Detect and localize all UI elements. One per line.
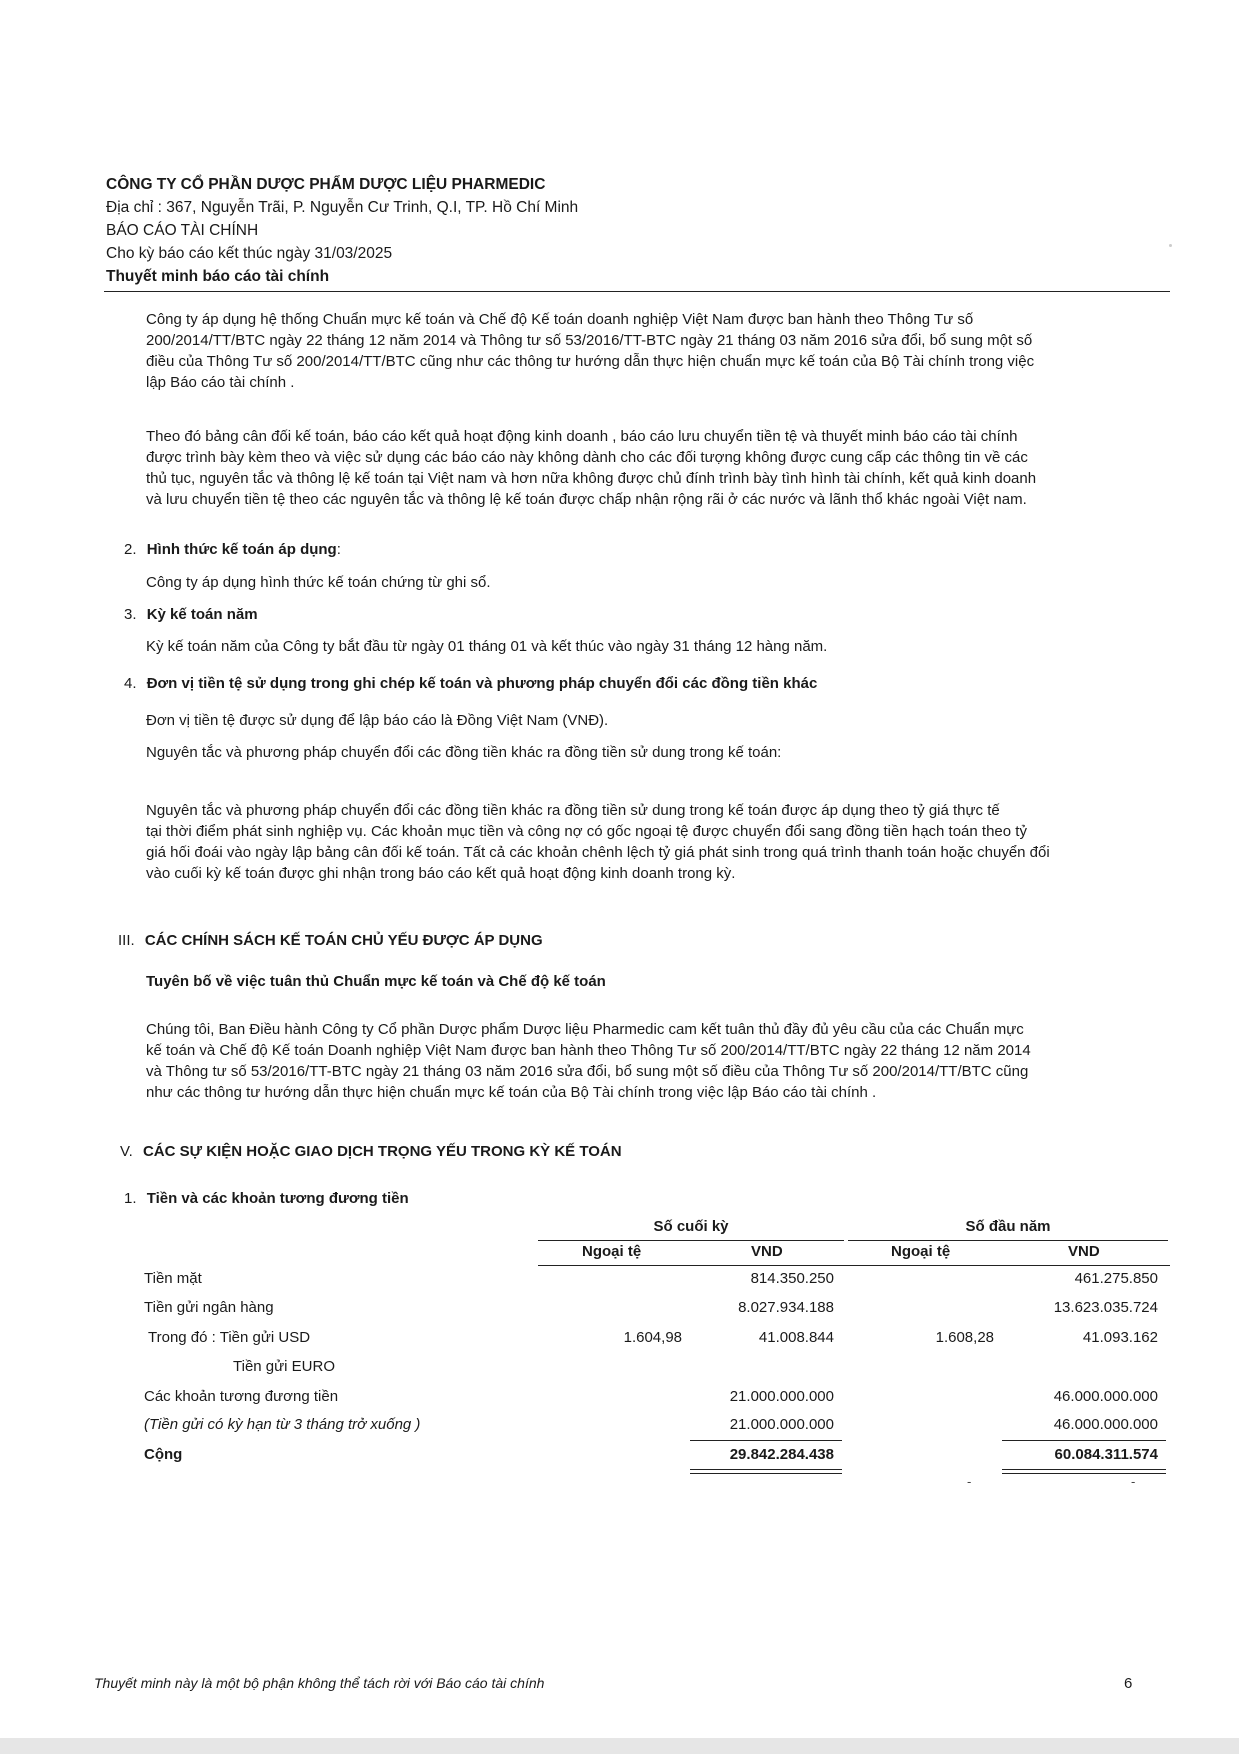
table-row-label: Tiền gửi ngân hàng xyxy=(144,1299,274,1316)
report-title: BÁO CÁO TÀI CHÍNH xyxy=(106,222,259,239)
table-cell-fx-start: 1.608,28 xyxy=(935,1329,994,1346)
item-title: Kỳ kế toán năm xyxy=(146,606,258,623)
table-total-vnd-end: 29.842.284.438 xyxy=(729,1446,834,1463)
table-row-label: Tiền mặt xyxy=(144,1270,202,1287)
section-number: III. xyxy=(118,932,135,949)
scan-speck xyxy=(1169,244,1172,247)
table-col-foreign-currency: Ngoại tệ xyxy=(582,1243,642,1260)
text-line: như các thông tư hướng dẫn thực hiện chuẩn mực kế toán của Bộ Tài chính trong việc lập Báo cáo tài chính . xyxy=(146,1084,877,1101)
subtotal-rule xyxy=(690,1440,842,1441)
text-line: Theo đó bảng cân đối kế toán, báo cáo kết quả hoạt động kinh doanh , báo cáo lưu chuyển tiền tệ và thuyết minh báo cáo tài chính xyxy=(146,428,1018,445)
dash-mark: - xyxy=(1131,1474,1136,1489)
text-line: giá hối đoái vào ngày lập bảng cân đối kế toán. Tất cả các khoản chênh lệch tỷ giá phát sinh trong quá trình thanh toán hoặc chuyển đổi xyxy=(146,844,1050,861)
total-double-rule xyxy=(690,1469,842,1470)
text-line: Công ty áp dụng hệ thống Chuẩn mực kế toán và Chế độ Kế toán doanh nghiệp Việt Nam được ban hành theo Thông Tư số xyxy=(146,311,974,328)
item-number: 2. xyxy=(124,541,137,558)
report-period: Cho kỳ báo cáo kết thúc ngày 31/03/2025 xyxy=(106,245,393,262)
text-line: tại thời điểm phát sinh nghiệp vụ. Các khoản mục tiền và công nợ có gốc ngoại tệ được chuyển đổi sang đồng tiền hạch toán theo tỷ xyxy=(146,823,1027,840)
fx-paragraph xyxy=(146,800,1171,884)
item-number: 3. xyxy=(124,606,137,623)
section-3-subtitle: Tuyên bố về việc tuân thủ Chuẩn mực kế toán và Chế độ kế toán xyxy=(146,973,606,990)
table-cell-vnd-end: 8.027.934.188 xyxy=(738,1299,834,1316)
table-header-rule xyxy=(538,1265,1170,1266)
item-4-body: Đơn vị tiền tệ được sử dụng để lập báo cáo là Đồng Việt Nam (VNĐ). xyxy=(146,712,609,729)
table-row-label: Tiền gửi EURO xyxy=(233,1358,336,1375)
total-double-rule xyxy=(1002,1473,1166,1474)
text-line: điều của Thông Tư số 200/2014/TT/BTC cũng như các thông tư hướng dẫn thực hiện chuẩn mực kế toán của Bộ Tài chính trong việc xyxy=(146,353,1035,370)
table-col-foreign-currency: Ngoại tệ xyxy=(891,1243,951,1260)
compliance-paragraph xyxy=(146,1019,1171,1103)
total-double-rule xyxy=(1002,1469,1166,1470)
footer-note: Thuyết minh này là một bộ phận không thể tách rời với Báo cáo tài chính xyxy=(94,1675,545,1691)
company-name: CÔNG TY CỔ PHẦN DƯỢC PHẨM DƯỢC LIỆU PHARMEDIC xyxy=(106,176,546,193)
text-line: 200/2014/TT/BTC ngày 22 tháng 12 năm 2014 và Thông tư số 53/2016/TT-BTC ngày 21 tháng 03 năm 2016 sửa đổi, bổ sung một số xyxy=(146,332,1033,349)
company-address: Địa chỉ : 367, Nguyễn Trãi, P. Nguyễn Cư Trinh, Q.I, TP. Hồ Chí Minh xyxy=(106,199,579,216)
table-cell-vnd-start: 461.275.850 xyxy=(1074,1270,1158,1287)
item-2-body: Công ty áp dụng hình thức kế toán chứng từ ghi sổ. xyxy=(146,574,491,591)
table-cell-vnd-end: 21.000.000.000 xyxy=(729,1416,834,1433)
text-line: và Thông tư số 53/2016/TT-BTC ngày 21 tháng 03 năm 2016 sửa đổi, bổ sung một số điều của Thông Tư số 200/2014/TT/BTC cũng xyxy=(146,1063,1029,1080)
table-total-label: Cộng xyxy=(144,1446,183,1463)
item-2-heading xyxy=(124,539,341,561)
section-number: V. xyxy=(120,1143,133,1160)
item-4-body-2: Nguyên tắc và phương pháp chuyển đổi các đồng tiền khác ra đồng tiền sử dung trong kế toán: xyxy=(146,744,782,761)
table-group-start-of-year: Số đầu năm xyxy=(965,1218,1051,1235)
text-line: thủ tục, nguyên tắc và thông lệ kế toán tại Việt nam và hơn nữa không được chủ đính trình bày tình hình tài chính, kết quả kinh doanh xyxy=(146,470,1037,487)
table-cell-vnd-start: 13.623.035.724 xyxy=(1053,1299,1158,1316)
section-5-item-1 xyxy=(124,1188,409,1210)
item-title-suffix: : xyxy=(336,541,341,558)
section-title: CÁC CHÍNH SÁCH KẾ TOÁN CHỦ YẾU ĐƯỢC ÁP DỤNG xyxy=(144,932,543,949)
table-col-vnd: VND xyxy=(1068,1243,1100,1260)
table-cell-vnd-end: 21.000.000.000 xyxy=(729,1388,834,1405)
table-col-vnd: VND xyxy=(751,1243,783,1260)
item-3-body: Kỳ kế toán năm của Công ty bắt đầu từ ngày 01 tháng 01 và kết thúc vào ngày 31 tháng 12 hàng năm. xyxy=(146,638,828,655)
item-title: Đơn vị tiền tệ sử dụng trong ghi chép kế toán và phương pháp chuyển đổi các đồng tiền khác xyxy=(146,675,818,692)
section-title: CÁC SỰ KIỆN HOẶC GIAO DỊCH TRỌNG YẾU TRONG KỲ KẾ TOÁN xyxy=(142,1143,622,1160)
section-3-heading xyxy=(118,930,543,952)
table-row-label: Trong đó : Tiền gửi USD xyxy=(148,1329,311,1346)
text-line: và lưu chuyển tiền tệ theo các nguyên tắc và thông lệ kế toán được chấp nhận rộng rãi ở các nước và lãnh thổ khác ngoài Việt nam. xyxy=(146,491,1027,508)
header-rule xyxy=(104,291,1170,292)
table-cell-vnd-start: 46.000.000.000 xyxy=(1053,1416,1158,1433)
total-double-rule xyxy=(690,1473,842,1474)
dash-mark: - xyxy=(967,1474,972,1489)
table-row-label: (Tiền gửi có kỳ hạn từ 3 tháng trở xuống ) xyxy=(144,1416,421,1433)
text-line: Chúng tôi, Ban Điều hành Công ty Cổ phần Dược phẩm Dược liệu Pharmedic cam kết tuân thủ đầy đủ yêu cầu của các Chuẩn mực xyxy=(146,1021,1024,1038)
table-cell-fx-end: 1.604,98 xyxy=(623,1329,682,1346)
text-line: lập Báo cáo tài chính . xyxy=(146,374,295,391)
table-cell-vnd-start: 46.000.000.000 xyxy=(1053,1388,1158,1405)
item-number: 4. xyxy=(124,675,137,692)
table-cell-vnd-start: 41.093.162 xyxy=(1082,1329,1158,1346)
item-number: 1. xyxy=(124,1190,137,1207)
text-line: được trình bày kèm theo và việc sử dụng các báo cáo này không dành cho các đối tượng không được cung cấp các thông tin về các xyxy=(146,449,1028,466)
item-3-heading xyxy=(124,604,258,626)
item-4-heading xyxy=(124,673,817,695)
table-cell-vnd-end: 41.008.844 xyxy=(758,1329,834,1346)
text-line: kế toán và Chế độ Kế toán Doanh nghiệp Việt Nam được ban hành theo Thông Tư số 200/2014/TT/BTC ngày 22 tháng 12 năm 2014 xyxy=(146,1042,1031,1059)
section-5-heading xyxy=(120,1141,622,1163)
table-row-label: Các khoản tương đương tiền xyxy=(144,1388,339,1405)
text-line: Nguyên tắc và phương pháp chuyển đổi các đồng tiền khác ra đồng tiền sử dung trong kế toán được áp dụng theo tỷ giá thực tế xyxy=(146,802,1000,819)
intro-paragraph-2 xyxy=(146,426,1171,510)
item-title: Hình thức kế toán áp dụng xyxy=(146,541,337,558)
text-line: vào cuối kỳ kế toán được ghi nhận trong báo cáo kết quả hoạt động kinh doanh trong kỳ. xyxy=(146,865,736,882)
table-cell-vnd-end: 814.350.250 xyxy=(750,1270,834,1287)
page-number: 6 xyxy=(1124,1675,1133,1692)
report-subtitle: Thuyết minh báo cáo tài chính xyxy=(106,268,330,285)
subtotal-rule xyxy=(1002,1440,1166,1441)
intro-paragraph-1 xyxy=(146,309,1171,393)
scan-edge xyxy=(0,1738,1239,1754)
item-title: Tiền và các khoản tương đương tiền xyxy=(146,1190,409,1207)
table-total-vnd-start: 60.084.311.574 xyxy=(1054,1446,1158,1463)
table-group-end-of-period: Số cuối kỳ xyxy=(653,1218,729,1235)
